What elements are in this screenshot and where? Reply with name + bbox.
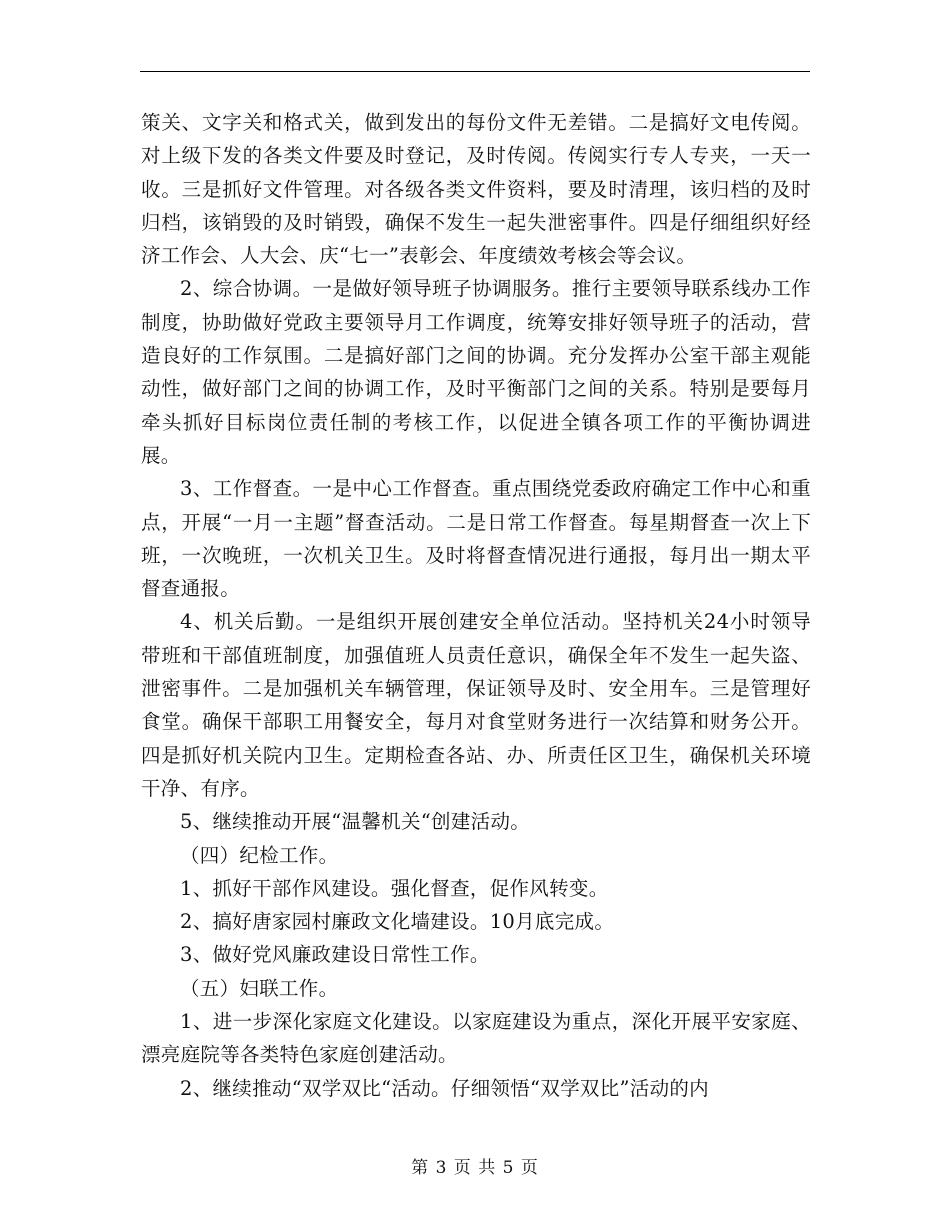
- paragraph-1: 策关、文字关和格式关，做到发出的每份文件无差错。二是搞好文电传阅。对上级下发的各类文件要及时登记，及时传阅。传阅实行专人专夹，一天一收。三是抓好文件管理。对各级各类文件资料，要及时清理，该归档的及时归档，该销毁的及时销毁，确保不发生一起失泄密事件。四是仔细组织好经济工作会、人大会、庆“七一”表彰会、年度绩效考核会等会议。: [141, 111, 811, 268]
- document-body: [141, 106, 811, 1105]
- section-heading-discipline: （四）纪检工作。: [180, 843, 339, 867]
- paragraph-9: 3、做好党风廉政建设日常性工作。: [180, 943, 490, 967]
- paragraph-8: 2、搞好唐家园村廉政文化墙建设。10月底完成。: [180, 910, 615, 934]
- page-number-footer: 第 3 页 共 5 页: [411, 1158, 539, 1178]
- paragraph-12: 2、继续推动“双学双比“活动。仔细领悟“双学双比”活动的内: [180, 1076, 709, 1100]
- section-heading-womens-federation: （五）妇联工作。: [180, 976, 339, 1000]
- paragraph-3: 3、工作督查。一是中心工作督查。重点围绕党委政府确定工作中心和重点，开展“一月一主题”督查活动。二是日常工作督查。每星期督查一次上下班，一次晚班，一次机关卫生。及时将督查情况进行通报，每月出一期太平督查通报。: [141, 477, 811, 601]
- header-rule: [140, 71, 810, 72]
- paragraph-5: 5、继续推动开展“温馨机关“创建活动。: [180, 810, 531, 834]
- paragraph-4: 4、机关后勤。一是组织开展创建安全单位活动。坚持机关24小时领导带班和干部值班制度，加强值班人员责任意识，确保全年不发生一起失盗、泄密事件。二是加强机关车辆管理，保证领导及时、安全用车。三是管理好食堂。确保干部职工用餐安全，每月对食堂财务进行一次结算和财务公开。四是抓好机关院内卫生。定期检查各站、办、所责任区卫生，确保机关环境干净、有序。: [141, 610, 811, 800]
- paragraph-11: 1、进一步深化家庭文化建设。以家庭建设为重点，深化开展平安家庭、漂亮庭院等各类特色家庭创建活动。: [141, 1010, 811, 1067]
- paragraph-7: 1、抓好干部作风建设。强化督查，促作风转变。: [180, 876, 609, 900]
- paragraph-2: 2、综合协调。一是做好领导班子协调服务。推行主要领导联系线办工作制度，协助做好党政主要领导月工作调度，统筹安排好领导班子的活动，营造良好的工作氛围。二是搞好部门之间的协调。充分发挥办公室干部主观能动性，做好部门之间的协调工作，及时平衡部门之间的关系。特别是要每月牵头抓好目标岗位责任制的考核工作，以促进全镇各项工作的平衡协调进展。: [141, 277, 811, 467]
